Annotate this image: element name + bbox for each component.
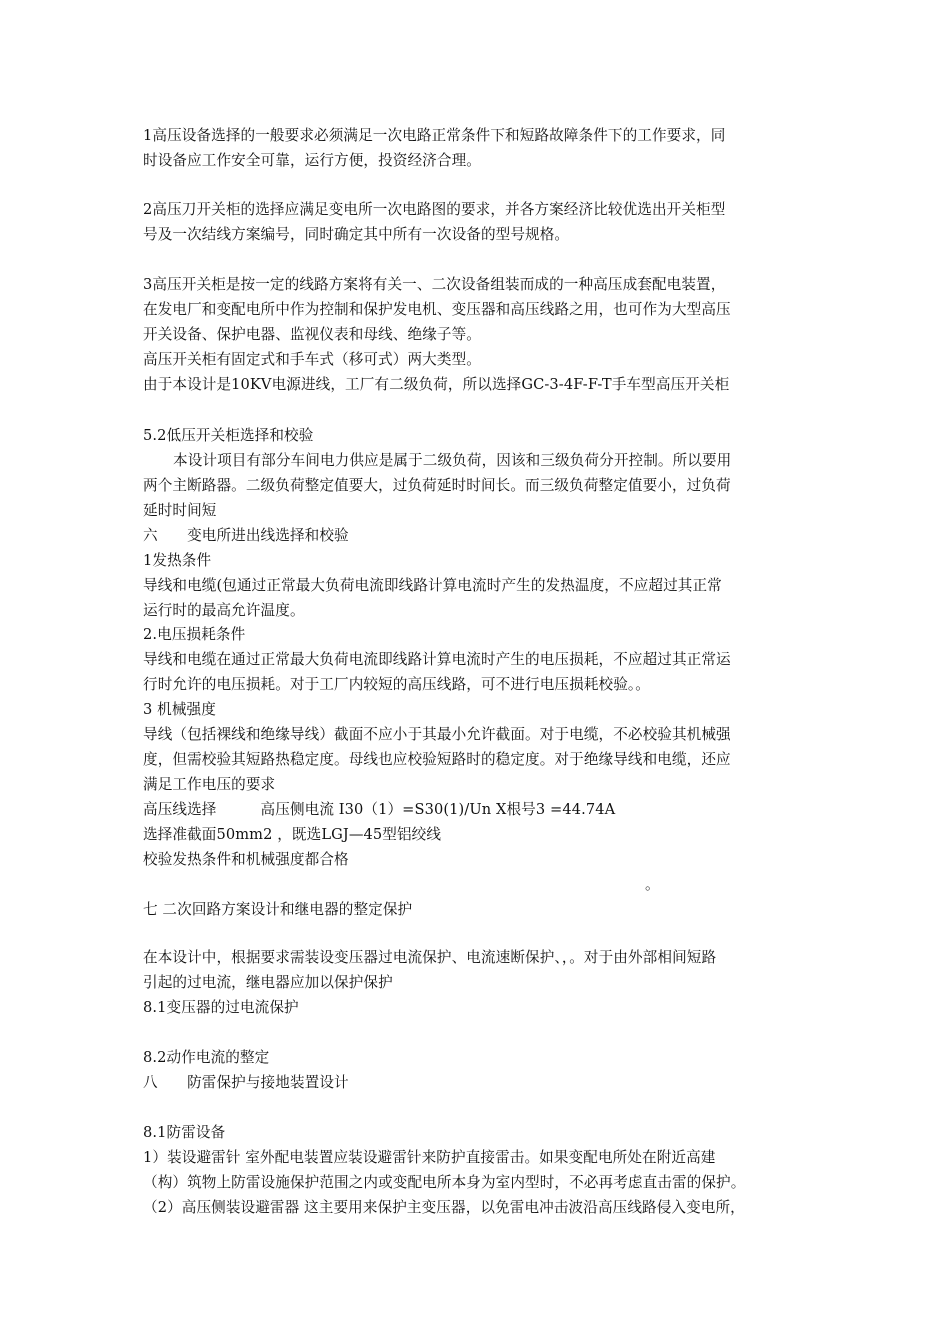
text-line: 2高压刀开关柜的选择应满足变电所一次电路图的要求，并各方案经济比较优选出开关柜型 [143,201,726,218]
text-line: 开关设备、保护电器、监视仪表和母线、绝缘子等。 [143,326,481,343]
subheading: 8.1变压器的过电流保护 [143,999,299,1016]
text-line: 行时允许的电压损耗。对于工厂内较短的高压线路，可不进行电压损耗校验。。 [143,676,650,693]
section-heading: 5.2低压开关柜选择和校验 [143,427,314,444]
text-line: 引起的过电流，继电器应加以保护保护 [143,974,393,991]
text-line: 导线（包括裸线和绝缘导线）截面不应小于其最小允许截面。对于电缆，不必校验其机械强 [143,726,731,743]
section-heading: 六 变电所进出线选择和校验 [143,527,349,544]
text-line: 导线和电缆(包通过正常最大负荷电流即线路计算电流时产生的发热温度，不应超过其正常 [143,577,722,594]
text-line: 1高压设备选择的一般要求必须满足一次电路正常条件下和短路故障条件下的工作要求，同 [143,127,726,144]
text-line: 导线和电缆在通过正常最大负荷电流即线路计算电流时产生的电压损耗，不应超过其正常运 [143,651,731,668]
subheading: 8.1防雷设备 [143,1124,226,1141]
text-line: 号及一次结线方案编号，同时确定其中所有一次设备的型号规格。 [143,226,570,243]
text-line: （2）高压侧装设避雷器 这主要用来保护主变压器，以免雷电冲击波沿高压线路侵入变电所， [143,1199,745,1216]
subheading: 8.2动作电流的整定 [143,1049,270,1066]
text-line: 满足工作电压的要求 [143,776,276,793]
text-line: 。 [645,876,660,893]
text-line: 时设备应工作安全可靠，运行方便，投资经济合理。 [143,152,481,169]
subheading: 2.电压损耗条件 [143,626,246,643]
text-line: 运行时的最高允许温度。 [143,602,305,619]
text-line: 1）装设避雷针 室外配电装置应装设避雷针来防护直接雷击。如果变配电所处在附近高建 [143,1149,716,1166]
text-line: 由于本设计是10KV电源进线，工厂有二级负荷，所以选择GC-3-4F-F-T手车型高压开关柜 [143,376,730,393]
text-line: 延时时间短 [143,502,217,519]
text-line: （构）筑物上防雷设施保护范围之内或变配电所本身为室内型时，不必再考虑直击雷的保护。 [143,1174,746,1191]
text-line: 3高压开关柜是按一定的线路方案将有关一、二次设备组装而成的一种高压成套配电装置， [143,276,726,293]
text-line: 高压线选择 高压侧电流 I30（1）=S30(1)/Un X根号3 =44.74A [143,801,616,818]
text-line: 在本设计中，根据要求需装设变压器过电流保护、电流速断保护、，。对于由外部相间短路 [143,949,717,966]
text-line: 两个主断路器。二级负荷整定值要大，过负荷延时时间长。而三级负荷整定值要小，过负荷 [143,477,731,494]
text-line: 校验发热条件和机械强度都合格 [143,851,349,868]
subheading: 1发热条件 [143,552,212,569]
subheading: 3 机械强度 [143,701,216,718]
text-line: 本设计项目有部分车间电力供应是属于二级负荷，因该和三级负荷分开控制。所以要用 [173,452,732,469]
section-heading: 八 防雷保护与接地装置设计 [143,1074,349,1091]
text-line: 选择准截面50mm2 ，既选LGJ—45型铝绞线 [143,826,442,843]
section-heading: 七 二次回路方案设计和继电器的整定保护 [143,901,413,918]
text-line: 高压开关柜有固定式和手车式（移可式）两大类型。 [143,351,481,368]
text-line: 在发电厂和变配电所中作为控制和保护发电机、变压器和高压线路之用，也可作为大型高压 [143,301,731,318]
text-line: 度，但需校验其短路热稳定度。母线也应校验短路时的稳定度。对于绝缘导线和电缆，还应 [143,751,731,768]
